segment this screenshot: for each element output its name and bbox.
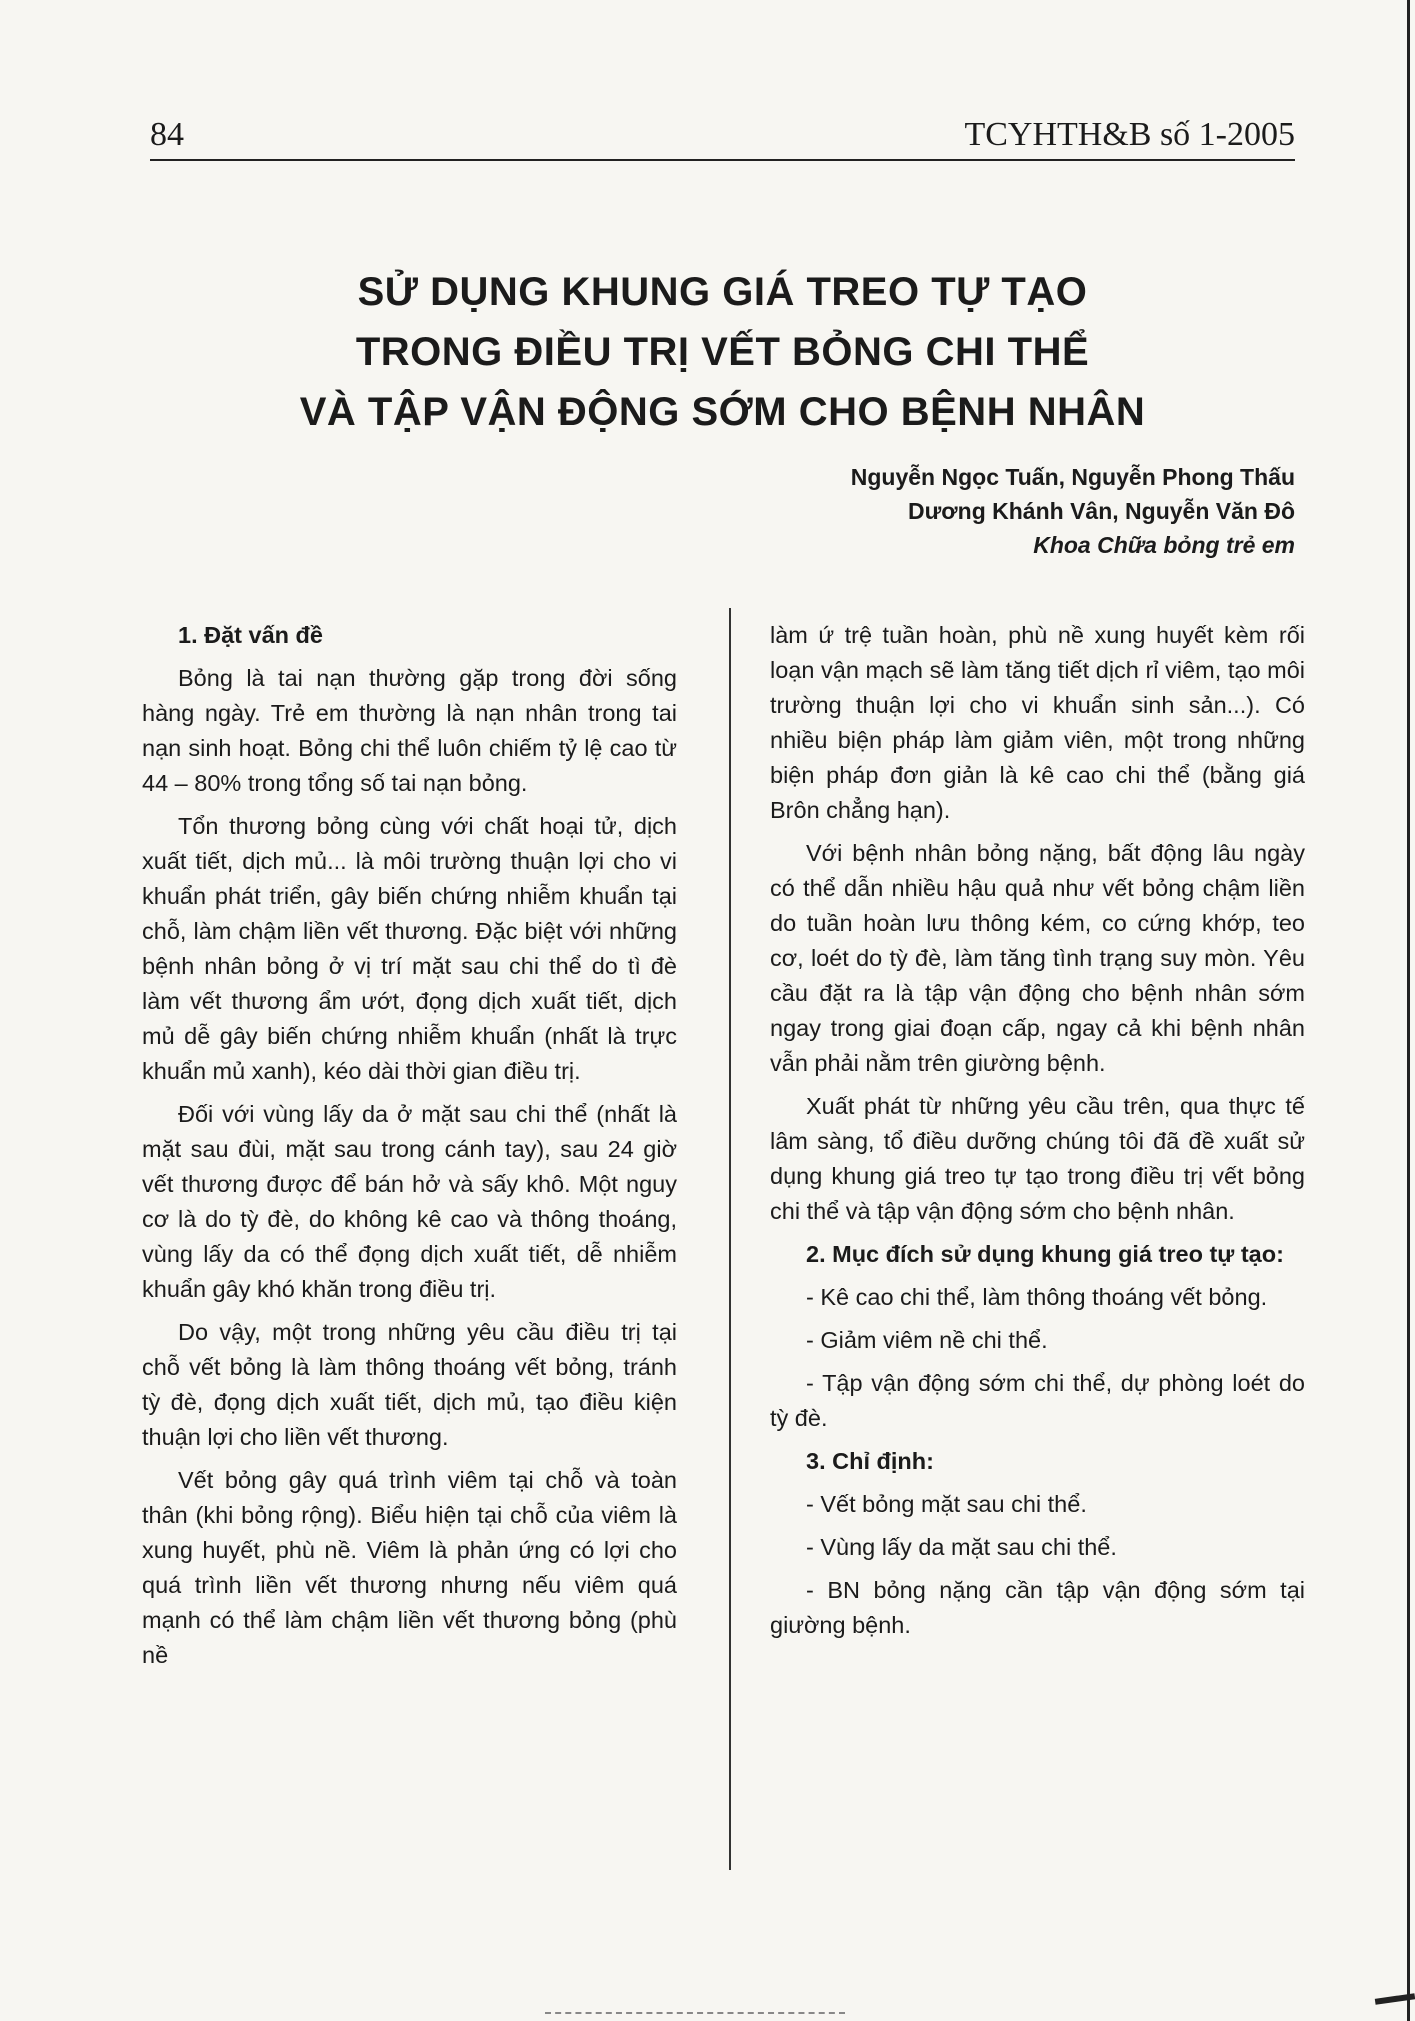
list-item: - Giảm viêm nề chi thể. bbox=[806, 1327, 1048, 1353]
paragraph: Bỏng là tai nạn thường gặp trong đời sống hàng ngày. Trẻ em thường là nạn nhân trong tai nạn sinh hoạt. Bỏng chi thể luôn chiếm tỷ lệ cao từ 44 – 80% trong tổng số tai nạn bỏng. bbox=[142, 665, 677, 796]
authors-line-2: Dương Khánh Vân, Nguyễn Văn Đô bbox=[908, 498, 1295, 524]
title-line-3: VÀ TẬP VẬN ĐỘNG SỚM CHO BỆNH NHÂN bbox=[299, 390, 1146, 434]
section-3-heading: 3. Chỉ định: bbox=[806, 1448, 934, 1474]
purpose-list bbox=[770, 1280, 1305, 1436]
footer-dashes bbox=[545, 2012, 845, 2014]
section-2-heading: 2. Mục đích sử dụng khung giá treo tự tạo: bbox=[806, 1241, 1284, 1267]
title-line-1: SỬ DỤNG KHUNG GIÁ TREO TỰ TẠO bbox=[357, 270, 1088, 314]
scan-edge-line bbox=[1407, 0, 1410, 2021]
right-column bbox=[770, 618, 1305, 1651]
list-item: - BN bỏng nặng cần tập vận động sớm tại giường bệnh. bbox=[770, 1577, 1305, 1638]
column-divider bbox=[729, 608, 731, 1870]
list-item: - Kê cao chi thể, làm thông thoáng vết bỏng. bbox=[806, 1284, 1268, 1310]
indication-list bbox=[770, 1487, 1305, 1643]
department: Khoa Chữa bỏng trẻ em bbox=[1033, 532, 1295, 558]
paragraph: làm ứ trệ tuần hoàn, phù nề xung huyết kèm rối loạn vận mạch sẽ làm tăng tiết dịch rỉ viêm, tạo môi trường thuận lợi cho vi khuẩn sinh sản...). Có nhiều biện pháp làm giảm viên, một trong những biện pháp đơn giản là kê cao chi thể (bằng giá Brôn chẳng hạn). bbox=[770, 622, 1305, 823]
page-header bbox=[150, 115, 1295, 161]
paragraph: Do vậy, một trong những yêu cầu điều trị tại chỗ vết bỏng là làm thông thoáng vết bỏng, tránh tỳ đè, đọng dịch xuất tiết, dịch mủ, tạo điều kiện thuận lợi cho liền vết thương. bbox=[142, 1319, 677, 1450]
title-line-2: TRONG ĐIỀU TRỊ VẾT BỎNG CHI THỂ bbox=[355, 330, 1090, 374]
paragraph: Đối với vùng lấy da ở mặt sau chi thể (nhất là mặt sau đùi, mặt sau trong cánh tay), sau 24 giờ vết thương được để bán hở và sấy khô. Một nguy cơ là do tỳ đè, do không kê cao và thông thoáng, vùng lấy da có thể đọng dịch xuất tiết, dễ nhiễm khuẩn gây khó khăn trong điều trị. bbox=[142, 1101, 677, 1302]
authors-line-1: Nguyễn Ngọc Tuấn, Nguyễn Phong Thấu bbox=[850, 464, 1295, 490]
section-1-heading: 1. Đặt vấn đề bbox=[178, 622, 323, 648]
list-item: - Vết bỏng mặt sau chi thể. bbox=[806, 1491, 1087, 1517]
paragraph: Xuất phát từ những yêu cầu trên, qua thực tế lâm sàng, tổ điều dưỡng chúng tôi đã đề xuất sử dụng khung giá treo tự tạo trong điều trị vết bỏng chi thể và tập vận động sớm cho bệnh nhân. bbox=[770, 1093, 1305, 1224]
journal-issue: TCYHTH&B số 1-2005 bbox=[964, 116, 1295, 153]
paragraph: Với bệnh nhân bỏng nặng, bất động lâu ngày có thể dẫn nhiều hậu quả như vết bỏng chậm liền do tuần hoàn lưu thông kém, co cứng khớp, teo cơ, loét do tỳ đè, làm tăng tình trạng suy mòn. Yêu cầu đặt ra là tập vận động cho bệnh nhân sớm ngay trong giai đoạn cấp, ngay cả khi bệnh nhân vẫn phải nằm trên giường bệnh. bbox=[770, 840, 1305, 1076]
author-block bbox=[851, 460, 1295, 562]
left-column bbox=[142, 618, 677, 1681]
list-item: - Tập vận động sớm chi thể, dự phòng loét do tỳ đè. bbox=[770, 1370, 1305, 1431]
list-item: - Vùng lấy da mặt sau chi thể. bbox=[806, 1534, 1117, 1560]
paragraph: Vết bỏng gây quá trình viêm tại chỗ và toàn thân (khi bỏng rộng). Biểu hiện tại chỗ của viêm là xung huyết, phù nề. Viêm là phản ứng có lợi cho quá trình liền vết thương nhưng nếu viêm quá mạnh có thể làm chậm liền vết thương bỏng (phù nề bbox=[142, 1467, 677, 1668]
article-title bbox=[150, 262, 1295, 442]
page-number: 84 bbox=[150, 116, 184, 153]
paragraph: Tổn thương bỏng cùng với chất hoại tử, dịch xuất tiết, dịch mủ... là môi trường thuận lợi cho vi khuẩn phát triển, gây biến chứng nhiễm khuẩn tại chỗ, làm chậm liền vết thương. Đặc biệt với những bệnh nhân bỏng ở vị trí mặt sau chi thể do tì đè làm vết thương ẩm ướt, đọng dịch xuất tiết, dịch mủ dễ gây biến chứng nhiễm khuẩn (nhất là trực khuẩn mủ xanh), kéo dài thời gian điều trị. bbox=[142, 813, 677, 1084]
